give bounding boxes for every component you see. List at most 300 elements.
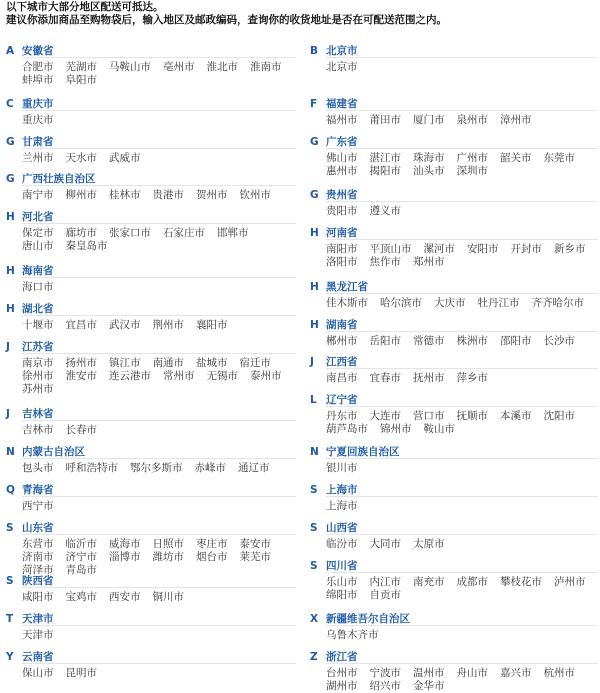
region-index-letter: H	[310, 227, 319, 239]
city-name: 绵阳市	[326, 589, 358, 601]
region-block	[310, 610, 598, 642]
city-name: 阜阳市	[65, 74, 97, 86]
region-block	[310, 353, 598, 385]
city-name: 合肥市	[22, 61, 54, 73]
region-block	[310, 42, 598, 74]
city-name: 菏泽市	[22, 564, 54, 576]
city-name: 泉州市	[456, 114, 488, 126]
city-name: 漳州市	[500, 114, 532, 126]
region-name: 内蒙古自治区	[22, 446, 85, 458]
city-name: 乐山市	[326, 576, 358, 588]
city-name: 苏州市	[22, 383, 54, 395]
city-list	[326, 500, 598, 513]
city-name: 株洲市	[456, 335, 488, 347]
region-header	[6, 481, 296, 495]
city-list	[22, 667, 296, 680]
region-block	[6, 572, 296, 604]
city-name: 枣庄市	[196, 538, 228, 550]
city-name: 马鞍山市	[109, 61, 151, 73]
city-name: 成都市	[456, 576, 488, 588]
region-header	[310, 557, 598, 571]
region-name: 海南省	[22, 265, 54, 277]
region-name: 山东省	[22, 522, 54, 534]
region-block	[6, 42, 296, 87]
region-block	[6, 481, 296, 513]
city-name: 淮南市	[250, 61, 282, 73]
city-name: 北京市	[326, 61, 358, 73]
city-name: 葫芦岛市	[326, 423, 368, 435]
city-name: 西安市	[109, 591, 141, 603]
region-header	[310, 391, 598, 405]
region-divider	[326, 201, 598, 202]
region-block	[310, 519, 598, 551]
city-name: 宜昌市	[65, 319, 97, 331]
city-name: 哈尔滨市	[380, 297, 422, 309]
region-index-letter: G	[6, 173, 15, 185]
region-divider	[22, 625, 296, 626]
city-list	[326, 114, 598, 127]
region-block	[310, 278, 598, 310]
city-list	[326, 629, 598, 642]
region-name: 陕西省	[22, 575, 54, 587]
city-name: 湖州市	[326, 680, 358, 692]
city-name: 常州市	[163, 370, 195, 382]
city-name: 乌鲁木齐市	[326, 629, 379, 641]
region-block	[310, 648, 598, 693]
region-header	[310, 481, 598, 495]
region-block	[310, 224, 598, 269]
city-name: 郑州市	[413, 256, 445, 268]
region-divider	[326, 148, 598, 149]
region-index-letter: Z	[310, 651, 318, 663]
city-name: 嘉兴市	[500, 667, 532, 679]
city-name: 天津市	[22, 629, 54, 641]
city-list	[326, 152, 598, 178]
region-divider	[22, 185, 296, 186]
city-name: 漯河市	[423, 243, 455, 255]
city-name: 金华市	[413, 680, 445, 692]
region-index-letter: H	[6, 265, 15, 277]
city-name: 铜川市	[152, 591, 184, 603]
region-block	[310, 186, 598, 218]
city-list	[326, 372, 598, 385]
region-block	[6, 405, 296, 437]
region-divider	[326, 534, 598, 535]
region-header	[6, 95, 296, 109]
city-name: 淮北市	[206, 61, 238, 73]
city-name: 昆明市	[65, 667, 97, 679]
city-list	[22, 500, 296, 513]
city-name: 武威市	[109, 152, 141, 164]
city-name: 威海市	[109, 538, 141, 550]
city-name: 宝鸡市	[65, 591, 97, 603]
city-name: 宿迁市	[239, 357, 271, 369]
city-name: 大同市	[369, 538, 401, 550]
region-divider	[326, 458, 598, 459]
region-name: 广东省	[326, 136, 358, 148]
city-name: 长沙市	[543, 335, 575, 347]
region-name: 江苏省	[22, 341, 54, 353]
city-name: 内江市	[369, 576, 401, 588]
city-list	[22, 319, 296, 332]
city-name: 莱芜市	[239, 551, 271, 563]
region-block	[6, 443, 296, 475]
city-name: 无锡市	[206, 370, 238, 382]
region-divider	[326, 368, 598, 369]
region-name: 贵州省	[326, 189, 358, 201]
city-name: 吉林市	[22, 424, 54, 436]
city-name: 惠州市	[326, 165, 358, 177]
city-name: 重庆市	[22, 114, 54, 126]
region-divider	[22, 458, 296, 459]
city-name: 南阳市	[326, 243, 358, 255]
region-index-letter: N	[6, 446, 15, 458]
region-block	[310, 391, 598, 436]
region-divider	[326, 110, 598, 111]
region-index-letter: H	[6, 303, 15, 315]
city-name: 大庆市	[434, 297, 466, 309]
region-header	[6, 610, 296, 624]
region-block	[6, 300, 296, 332]
city-name: 镇江市	[109, 357, 141, 369]
region-header	[6, 133, 296, 147]
city-name: 岳阳市	[369, 335, 401, 347]
city-name: 绍兴市	[369, 680, 401, 692]
region-divider	[326, 57, 598, 58]
city-name: 天水市	[65, 152, 97, 164]
city-name: 盐城市	[196, 357, 228, 369]
city-name: 深圳市	[456, 165, 488, 177]
region-index-letter: S	[6, 522, 14, 534]
region-header	[6, 648, 296, 662]
city-name: 广州市	[456, 152, 488, 164]
city-name: 钦州市	[239, 189, 271, 201]
city-list	[326, 335, 598, 348]
region-name: 山西省	[326, 522, 358, 534]
city-name: 贵阳市	[326, 205, 358, 217]
city-name: 桂林市	[109, 189, 141, 201]
city-name: 赤峰市	[194, 462, 226, 474]
intro-line-2: 建议你添加商品至购物袋后，输入地区及邮政编码，查询你的收货地址是否在可配送范围之内。	[6, 14, 447, 26]
region-index-letter: G	[6, 136, 15, 148]
city-name: 台州市	[326, 667, 358, 679]
city-name: 常德市	[413, 335, 445, 347]
region-divider	[22, 110, 296, 111]
city-list	[326, 462, 598, 475]
city-name: 焦作市	[369, 256, 401, 268]
region-divider	[326, 293, 598, 294]
region-block	[6, 262, 296, 294]
region-header	[6, 572, 296, 586]
region-index-letter: H	[310, 281, 319, 293]
region-index-letter: S	[310, 522, 318, 534]
region-header	[310, 519, 598, 533]
city-list	[326, 410, 598, 436]
region-index-letter: A	[6, 45, 15, 57]
city-name: 佳木斯市	[326, 297, 368, 309]
city-name: 咸阳市	[22, 591, 54, 603]
city-list	[326, 667, 598, 693]
city-name: 长春市	[65, 424, 97, 436]
city-list	[22, 591, 296, 604]
region-index-letter: J	[6, 341, 10, 353]
region-divider	[22, 534, 296, 535]
region-header	[6, 443, 296, 457]
city-list	[22, 227, 296, 253]
region-index-letter: J	[310, 356, 314, 368]
region-header	[6, 405, 296, 419]
city-list	[326, 243, 598, 269]
city-name: 秦皇岛市	[65, 240, 108, 252]
region-divider	[22, 420, 296, 421]
region-index-letter: L	[310, 394, 317, 406]
region-index-letter: G	[310, 136, 319, 148]
region-name: 黑龙江省	[326, 281, 368, 293]
region-block	[6, 95, 296, 127]
city-name: 通辽市	[238, 462, 270, 474]
region-divider	[22, 663, 296, 664]
city-name: 泰安市	[239, 538, 271, 550]
city-name: 邵阳市	[500, 335, 532, 347]
city-name: 营口市	[413, 410, 445, 422]
region-name: 天津市	[22, 613, 54, 625]
region-block	[310, 557, 598, 602]
region-index-letter: B	[310, 45, 319, 57]
region-index-letter: S	[310, 560, 318, 572]
region-name: 福建省	[326, 98, 358, 110]
region-header	[310, 95, 598, 109]
city-name: 太原市	[413, 538, 445, 550]
intro-line-1: 以下城市大部分地区配送可抵达。	[6, 1, 164, 13]
city-name: 福州市	[326, 114, 358, 126]
city-name: 宁波市	[369, 667, 401, 679]
region-header	[310, 648, 598, 662]
city-name: 贵港市	[152, 189, 184, 201]
region-divider	[22, 148, 296, 149]
city-name: 泰州市	[250, 370, 282, 382]
city-name: 临汾市	[326, 538, 358, 550]
city-list	[326, 205, 598, 218]
city-name: 汕头市	[413, 165, 445, 177]
city-list	[326, 538, 598, 551]
city-name: 东莞市	[543, 152, 575, 164]
city-name: 韶关市	[500, 152, 532, 164]
city-name: 保定市	[22, 227, 54, 239]
region-index-letter: Q	[6, 484, 15, 496]
city-name: 鄂尔多斯市	[130, 462, 183, 474]
region-name: 甘肃省	[22, 136, 54, 148]
region-index-letter: Y	[6, 651, 14, 663]
city-list	[22, 114, 296, 127]
region-index-letter: S	[310, 484, 318, 496]
city-list	[326, 61, 598, 74]
city-name: 丹东市	[326, 410, 358, 422]
city-name: 海口市	[22, 281, 54, 293]
region-name: 北京市	[326, 45, 358, 57]
region-divider	[22, 353, 296, 354]
region-name: 河北省	[22, 211, 54, 223]
city-name: 济南市	[22, 551, 54, 563]
region-name: 上海市	[326, 484, 358, 496]
city-name: 萍乡市	[456, 372, 488, 384]
city-name: 武汉市	[109, 319, 141, 331]
region-name: 青海省	[22, 484, 54, 496]
region-divider	[326, 625, 598, 626]
region-header	[310, 224, 598, 238]
city-name: 珠海市	[413, 152, 445, 164]
region-header	[310, 353, 598, 367]
city-name: 唐山市	[22, 240, 54, 252]
region-block	[6, 648, 296, 680]
region-header	[6, 42, 296, 56]
city-name: 郴州市	[326, 335, 358, 347]
city-name: 南京市	[22, 357, 54, 369]
city-name: 廊坊市	[65, 227, 97, 239]
city-name: 齐齐哈尔市	[531, 297, 584, 309]
city-name: 芜湖市	[65, 61, 97, 73]
city-name: 湛江市	[369, 152, 401, 164]
region-divider	[326, 663, 598, 664]
city-name: 潍坊市	[152, 551, 184, 563]
city-list	[22, 424, 296, 437]
city-name: 南宁市	[22, 189, 54, 201]
region-header	[310, 42, 598, 56]
city-name: 石家庄市	[163, 227, 205, 239]
region-name: 广西壮族自治区	[22, 173, 96, 185]
intro-text	[6, 1, 447, 27]
region-index-letter: G	[310, 189, 319, 201]
region-name: 辽宁省	[326, 394, 358, 406]
region-block	[6, 208, 296, 253]
region-index-letter: S	[6, 575, 14, 587]
region-divider	[22, 223, 296, 224]
city-name: 抚顺市	[456, 410, 488, 422]
city-name: 连云港市	[109, 370, 151, 382]
region-header	[310, 278, 598, 292]
region-divider	[326, 331, 598, 332]
city-name: 泸州市	[554, 576, 586, 588]
city-list	[22, 629, 296, 642]
region-name: 浙江省	[326, 651, 358, 663]
region-block	[6, 519, 296, 577]
city-name: 扬州市	[65, 357, 97, 369]
city-name: 舟山市	[456, 667, 488, 679]
city-name: 济宁市	[65, 551, 97, 563]
city-name: 青岛市	[65, 564, 97, 576]
city-name: 淄博市	[109, 551, 141, 563]
city-name: 呼和浩特市	[65, 462, 118, 474]
city-name: 沈阳市	[543, 410, 575, 422]
region-index-letter: F	[310, 98, 318, 110]
city-name: 保山市	[22, 667, 54, 679]
city-list	[22, 462, 296, 475]
city-name: 十堰市	[22, 319, 54, 331]
city-name: 烟台市	[196, 551, 228, 563]
city-name: 临沂市	[65, 538, 97, 550]
region-block	[6, 170, 296, 202]
city-name: 抚州市	[413, 372, 445, 384]
region-header	[310, 316, 598, 330]
city-name: 攀枝花市	[500, 576, 542, 588]
city-name: 西宁市	[22, 500, 54, 512]
city-name: 鞍山市	[423, 423, 455, 435]
region-header	[310, 186, 598, 200]
region-name: 湖南省	[326, 319, 358, 331]
city-name: 兰州市	[22, 152, 54, 164]
city-name: 蚌埠市	[22, 74, 54, 86]
region-header	[6, 519, 296, 533]
city-name: 自贡市	[369, 589, 401, 601]
city-list	[22, 357, 296, 396]
city-name: 亳州市	[163, 61, 195, 73]
city-name: 遵义市	[369, 205, 401, 217]
city-name: 南昌市	[326, 372, 358, 384]
region-header	[6, 262, 296, 276]
city-name: 襄阳市	[196, 319, 228, 331]
city-name: 日照市	[152, 538, 184, 550]
region-divider	[22, 587, 296, 588]
region-index-letter: N	[310, 446, 319, 458]
region-divider	[326, 496, 598, 497]
city-name: 本溪市	[500, 410, 532, 422]
city-name: 揭阳市	[369, 165, 401, 177]
region-name: 宁夏回族自治区	[326, 446, 400, 458]
city-name: 张家口市	[109, 227, 151, 239]
region-name: 安徽省	[22, 45, 54, 57]
region-name: 新疆维吾尔自治区	[326, 613, 410, 625]
region-block	[310, 316, 598, 348]
region-index-letter: H	[310, 319, 319, 331]
region-divider	[326, 406, 598, 407]
region-header	[6, 170, 296, 184]
region-block	[310, 133, 598, 178]
city-name: 新乡市	[554, 243, 586, 255]
city-list	[22, 189, 296, 202]
city-name: 牡丹江市	[477, 297, 520, 309]
region-block	[310, 443, 598, 475]
region-header	[310, 443, 598, 457]
region-block	[310, 95, 598, 127]
city-name: 荆州市	[152, 319, 184, 331]
region-index-letter: H	[6, 211, 15, 223]
region-divider	[22, 277, 296, 278]
city-name: 温州市	[413, 667, 445, 679]
region-block	[310, 481, 598, 513]
region-block	[6, 610, 296, 642]
city-name: 佛山市	[326, 152, 358, 164]
region-index-letter: X	[310, 613, 319, 625]
city-name: 大连市	[369, 410, 401, 422]
region-name: 湖北省	[22, 303, 54, 315]
region-name: 河南省	[326, 227, 358, 239]
region-name: 四川省	[326, 560, 358, 572]
region-name: 重庆市	[22, 98, 54, 110]
city-list	[326, 576, 598, 602]
city-list	[22, 61, 296, 87]
city-name: 银川市	[326, 462, 358, 474]
city-name: 莆田市	[369, 114, 401, 126]
region-header	[6, 208, 296, 222]
city-name: 包头市	[22, 462, 54, 474]
region-divider	[326, 572, 598, 573]
region-name: 吉林省	[22, 408, 54, 420]
city-name: 安阳市	[467, 243, 499, 255]
city-name: 柳州市	[65, 189, 97, 201]
region-index-letter: J	[6, 408, 10, 420]
city-name: 南充市	[413, 576, 445, 588]
city-name: 洛阳市	[326, 256, 358, 268]
region-divider	[326, 239, 598, 240]
